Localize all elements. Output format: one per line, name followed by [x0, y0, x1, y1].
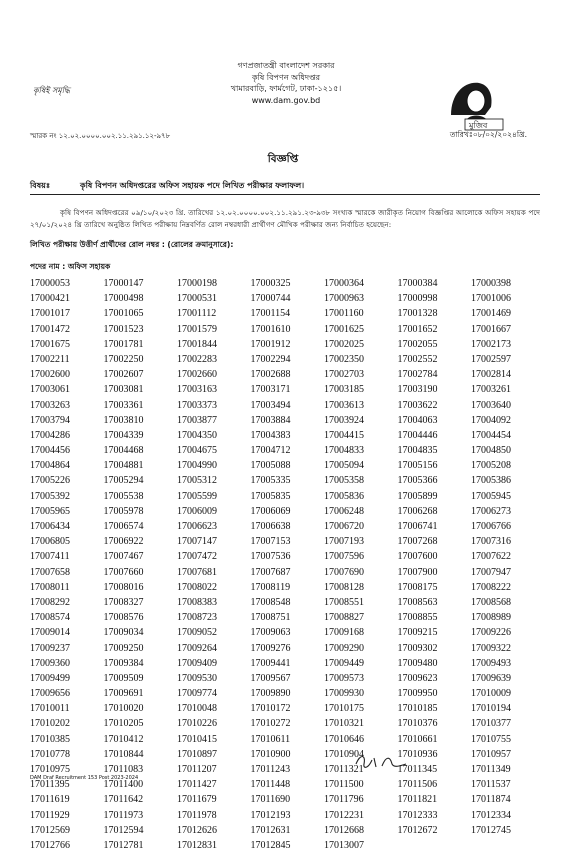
roll-number: 17005899: [397, 490, 438, 502]
roll-number: 17000998: [397, 293, 438, 305]
roll-number: 17009276: [250, 642, 291, 654]
roll-number: 17008576: [103, 612, 144, 624]
roll-number: 17008383: [177, 596, 217, 608]
roll-number: 17001844: [177, 338, 217, 350]
roll-number: 17009322: [471, 642, 511, 654]
roll-number: 17007268: [397, 536, 438, 548]
roll-number: 17001523: [103, 323, 144, 335]
footer-reference: DAM Draf Recruitment 153 Post 2023-2024: [30, 775, 139, 781]
roll-number: 17010172: [250, 703, 291, 715]
roll-number: 17000963: [324, 293, 364, 305]
motto-text: কৃষিই সমৃদ্ধি: [33, 86, 70, 95]
roll-number: 17010226: [177, 718, 217, 730]
roll-number: 17002350: [324, 353, 364, 365]
roll-number: 17012626: [177, 824, 217, 836]
roll-number: 17010904: [324, 748, 364, 760]
roll-number: 17002660: [177, 369, 217, 381]
roll-number: 17010975: [30, 764, 70, 775]
roll-number: 17006069: [250, 505, 291, 517]
roll-number: 17009034: [103, 627, 144, 639]
roll-number: 17003640: [471, 399, 511, 411]
roll-number: 17005226: [30, 475, 70, 487]
roll-number: 17005088: [250, 460, 291, 472]
roll-number: 17010900: [250, 748, 291, 760]
roll-number: 17009237: [30, 642, 70, 654]
roll-number: 17007472: [177, 551, 217, 563]
roll-number: 17006009: [177, 505, 217, 517]
roll-number: 17002784: [397, 369, 438, 381]
roll-number: 17011796: [324, 794, 364, 806]
roll-number: 17005599: [177, 490, 217, 502]
roll-number: 17005392: [30, 490, 70, 502]
roll-number: 17007687: [250, 566, 291, 578]
roll-number: 17011506: [397, 779, 438, 791]
roll-number-grid: [30, 278, 545, 855]
roll-number: 17009063: [250, 627, 291, 639]
roll-number: 17011690: [250, 794, 291, 806]
roll-number: 17011448: [250, 779, 291, 791]
roll-number: 17000421: [30, 293, 70, 305]
memo-number: স্মারক নং ১২.০২.০০০০.০০২.১১.২৯১.১২-৯৭৮: [30, 132, 171, 140]
government-header: [186, 60, 386, 106]
roll-number: 17009950: [397, 688, 438, 700]
roll-number: 17012845: [250, 839, 291, 851]
roll-number: 17006741: [397, 521, 438, 532]
roll-number: 17001017: [30, 308, 70, 320]
roll-number: 17011321: [324, 764, 364, 775]
roll-number: 17008128: [324, 581, 364, 593]
roll-number: 17012193: [250, 809, 291, 821]
logo-text: মুজিব: [469, 121, 488, 130]
roll-number: 17008548: [250, 596, 291, 608]
roll-number: 17011083: [103, 764, 144, 775]
roll-number: 17011345: [397, 764, 438, 775]
roll-number: 17002552: [397, 353, 438, 365]
roll-number: 17004456: [30, 445, 70, 457]
roll-number: 17004990: [177, 460, 217, 472]
portrait-icon: [451, 83, 492, 123]
roll-number: 17001912: [250, 338, 291, 350]
roll-number: 17010377: [471, 718, 511, 730]
roll-number: 17012831: [177, 839, 217, 851]
gov-line-2: কৃষি বিপণন অধিদপ্তর: [251, 72, 321, 82]
roll-number: 17006248: [324, 505, 364, 517]
roll-number: 17004835: [397, 445, 438, 457]
roll-number: 17001472: [30, 323, 70, 335]
roll-number: 17009890: [250, 688, 291, 700]
roll-number: 17005312: [177, 475, 217, 487]
subject-text: কৃষি বিপণন অধিদপ্তরের অফিস সহায়ক পদে লিখিত পরীক্ষার ফলাফল।: [80, 181, 305, 190]
roll-number: 17008551: [324, 596, 364, 608]
roll-number: 17012569: [30, 824, 70, 836]
roll-number: 17009774: [177, 688, 217, 700]
roll-number: 17008022: [177, 581, 217, 593]
roll-number: 17005208: [471, 460, 511, 472]
roll-number: 17001154: [250, 308, 291, 320]
roll-number: 17009168: [324, 627, 364, 639]
roll-number: 17010194: [471, 703, 511, 715]
roll-number: 17007193: [324, 536, 364, 548]
notice-title: বিজ্ঞপ্তি: [267, 153, 299, 165]
roll-number: 17008563: [397, 596, 438, 608]
roll-number: 17002600: [30, 369, 70, 381]
roll-number: 17009493: [471, 657, 511, 669]
roll-number: 17009623: [397, 672, 438, 684]
subject-line: [30, 180, 540, 193]
roll-number: 17012631: [250, 824, 291, 836]
roll-number: 17008292: [30, 596, 70, 608]
gov-line-3: খামারবাড়ি, ফার্মগেট, ঢাকা-১২১৫।: [230, 84, 342, 93]
roll-number: 17000198: [177, 278, 217, 289]
roll-number: 17010755: [471, 733, 511, 745]
roll-number: 17007411: [30, 551, 70, 563]
roll-number: 17003361: [103, 399, 144, 411]
roll-number: 17004454: [471, 429, 511, 441]
roll-number: 17002597: [471, 353, 511, 365]
roll-number: 17000364: [324, 278, 364, 289]
roll-number: 17010202: [30, 718, 70, 730]
roll-number: 17003622: [397, 399, 438, 411]
post-name: পদের নাম : অফিস সহায়ক: [30, 262, 111, 271]
roll-number: 17009656: [30, 688, 70, 700]
signature-icon: [352, 752, 412, 772]
roll-number: 17009480: [397, 657, 438, 669]
roll-number: 17003613: [324, 399, 364, 411]
roll-number: 17012231: [324, 809, 364, 821]
roll-number: 17011978: [177, 809, 217, 821]
roll-number: 17008011: [30, 581, 70, 593]
roll-number: 17006268: [397, 505, 438, 517]
roll-number: 17002814: [471, 369, 511, 381]
roll-number: 17003081: [103, 384, 144, 396]
roll-number: 17006434: [30, 521, 70, 532]
roll-number: 17006805: [30, 536, 70, 548]
roll-number: 17003061: [30, 384, 70, 396]
roll-number: 17002688: [250, 369, 291, 381]
roll-number: 17009509: [103, 672, 144, 684]
roll-number: 17003794: [30, 414, 70, 426]
roll-number: 17008574: [30, 612, 70, 624]
roll-number: 17002294: [250, 353, 291, 365]
roll-number: 17004881: [103, 460, 144, 472]
roll-number: 17007316: [471, 536, 511, 548]
roll-number: 17004850: [471, 445, 511, 457]
roll-number: 17005836: [324, 490, 364, 502]
roll-number: 17010385: [30, 733, 70, 745]
roll-number: 17009215: [397, 627, 438, 639]
roll-number: 17007622: [471, 551, 511, 563]
roll-number: 17007600: [397, 551, 438, 563]
roll-number: 17004712: [250, 445, 291, 457]
roll-number: 17001112: [177, 308, 217, 320]
roll-number: 17008119: [250, 581, 291, 593]
roll-number: 17009360: [30, 657, 70, 669]
roll-number: 17003261: [471, 384, 511, 396]
roll-number: 17010048: [177, 703, 217, 715]
roll-number: 17008222: [471, 581, 511, 593]
roll-number: 17006638: [250, 521, 291, 532]
roll-number: 17001625: [324, 323, 364, 335]
roll-number: 17011395: [30, 779, 70, 791]
roll-number: 17004833: [324, 445, 364, 457]
roll-number: 17002055: [397, 338, 438, 350]
roll-number: 17000384: [397, 278, 438, 289]
roll-number: 17011243: [250, 764, 291, 775]
roll-number: 17001065: [103, 308, 144, 320]
roll-number: 17011427: [177, 779, 217, 791]
roll-number: 17010205: [103, 718, 144, 730]
subject-label: বিষয়ঃ: [30, 181, 51, 190]
roll-number: 17001667: [471, 323, 511, 335]
roll-number: 17007681: [177, 566, 217, 578]
roll-number: 17003877: [177, 414, 217, 426]
roll-number: 17004415: [324, 429, 364, 441]
roll-number: 17001610: [250, 323, 291, 335]
roll-number: 17011400: [103, 779, 144, 791]
roll-number: 17003163: [177, 384, 217, 396]
roll-number: 17008175: [397, 581, 438, 593]
roll-number: 17003884: [250, 414, 291, 426]
roll-number: 17009567: [250, 672, 291, 684]
roll-number: 17003190: [397, 384, 438, 396]
issue-date: তারিখঃ০৮/০২/২০২৪খ্রি.: [449, 130, 527, 139]
roll-number: 17009499: [30, 672, 70, 684]
gov-line-1: গণপ্রজাতন্ত্রী বাংলাদেশ সরকার: [237, 61, 335, 70]
roll-number: 17010185: [397, 703, 438, 715]
subject-divider: [30, 194, 540, 195]
roll-number: 17009409: [177, 657, 217, 669]
roll-number: 17010376: [397, 718, 438, 730]
roll-number: 17010646: [324, 733, 364, 745]
roll-number: 17011537: [471, 779, 511, 791]
roll-number: 17010415: [177, 733, 217, 745]
roll-number: 17002173: [471, 338, 511, 350]
roll-number: 17003924: [324, 414, 364, 426]
roll-number: 17003171: [250, 384, 291, 396]
roll-number: 17003263: [30, 399, 70, 411]
roll-number: 17010412: [103, 733, 144, 745]
roll-number: 17007690: [324, 566, 364, 578]
roll-number: 17001781: [103, 338, 144, 350]
roll-number: 17004864: [30, 460, 70, 472]
roll-number: 17004286: [30, 429, 70, 441]
roll-number: 17012333: [397, 809, 438, 821]
roll-number: 17004339: [103, 429, 144, 441]
roll-number: 17004383: [250, 429, 291, 441]
roll-number: 17010661: [397, 733, 438, 745]
roll-number: 17000744: [250, 293, 291, 305]
roll-number: 17002703: [324, 369, 364, 381]
roll-number: 17011821: [397, 794, 438, 806]
roll-number: 17009264: [177, 642, 217, 654]
roll-number: 17005366: [397, 475, 438, 487]
roll-number: 17010778: [30, 748, 70, 760]
notice-body: কৃষি বিপণন অধিদপ্তরের ০৯/১০/২০২৩ খ্রি. তারিখের ১২.০২.০০০০.০০২.১১.২৯১.২৩-৯৩৮ সংখ্যক স্মারকে জারীকৃত নিয়োগ বিজ্ঞপ্তির আলোকে অফিস সহায়ক পদে ২৭/০১/২০২৪ খ্রি তারিখে অনুষ্ঠিত লিখিত পরীক্ষায় নিম্নবর্ণিত রোল নম্বরধারী প্রার্থীগণ মৌখিক পরীক্ষার জন্য নির্বাচিত হয়েছেন:: [30, 208, 540, 229]
roll-number: 17009530: [177, 672, 217, 684]
roll-number: 17009290: [324, 642, 364, 654]
roll-number: 17003185: [324, 384, 364, 396]
roll-number: 17000398: [471, 278, 511, 289]
roll-number: 17006766: [471, 521, 511, 532]
roll-number: 17006574: [103, 521, 144, 532]
roll-number: 17008989: [471, 612, 511, 624]
roll-number: 17005835: [250, 490, 291, 502]
roll-number: 17010175: [324, 703, 364, 715]
roll-number: 17008327: [103, 596, 144, 608]
roll-number: 17011973: [103, 809, 144, 821]
roll-number: 17013007: [324, 839, 364, 851]
roll-number: 17010936: [397, 748, 438, 760]
roll-number: 17000531: [177, 293, 217, 305]
roll-number: 17003810: [103, 414, 144, 426]
roll-number: 17011679: [177, 794, 217, 806]
roll-number: 17012594: [103, 824, 144, 836]
roll-number: 17001469: [471, 308, 511, 320]
roll-number: 17009302: [397, 642, 438, 654]
roll-number: 17010020: [103, 703, 144, 715]
roll-number: 17005978: [103, 505, 144, 517]
roll-number: 17007900: [397, 566, 438, 578]
roll-number: 17008827: [324, 612, 364, 624]
roll-number: 17005965: [30, 505, 70, 517]
roll-number: 17004092: [471, 414, 511, 426]
roll-number: 17009449: [324, 657, 364, 669]
roll-number: 17001328: [397, 308, 438, 320]
roll-number: 17010272: [250, 718, 291, 730]
website-link[interactable]: www.dam.gov.bd: [251, 95, 321, 105]
roll-number: 17005945: [471, 490, 511, 502]
roll-number: 17001675: [30, 338, 70, 350]
roll-number: 17009052: [177, 627, 217, 639]
roll-number: 17006922: [103, 536, 144, 548]
roll-number: 17011642: [103, 794, 144, 806]
roll-number: 17000053: [30, 278, 70, 289]
roll-number: 17001006: [471, 293, 511, 305]
roll-number: 17011349: [471, 764, 511, 775]
roll-number: 17012745: [471, 824, 511, 836]
mujib-centenary-logo: [445, 75, 511, 131]
roll-number: 17007536: [250, 551, 291, 563]
roll-number: 17009691: [103, 688, 144, 700]
roll-number: 17008016: [103, 581, 144, 593]
roll-number: 17007947: [471, 566, 511, 578]
roll-number: 17000325: [250, 278, 291, 289]
roll-number: 17002607: [103, 369, 144, 381]
roll-number: 17003494: [250, 399, 291, 411]
roll-number: 17005386: [471, 475, 511, 487]
roll-number: 17000147: [103, 278, 144, 289]
roll-number: 17010011: [30, 703, 70, 715]
roll-number: 17002283: [177, 353, 217, 365]
roll-number: 17012668: [324, 824, 364, 836]
roll-number: 17011874: [471, 794, 511, 806]
roll-number: 17010844: [103, 748, 144, 760]
roll-number: 17010611: [250, 733, 291, 745]
roll-number: 17001160: [324, 308, 364, 320]
roll-number: 17006623: [177, 521, 217, 532]
roll-number: 17010009: [471, 688, 511, 700]
roll-number: 17008855: [397, 612, 438, 624]
roll-number: 17005538: [103, 490, 144, 502]
roll-number: 17008723: [177, 612, 217, 624]
roll-number: 17010957: [471, 748, 511, 760]
roll-number: 17004350: [177, 429, 217, 441]
roll-number: 17009639: [471, 672, 511, 684]
roll-number: 17004675: [177, 445, 217, 457]
roll-number: 17010321: [324, 718, 364, 730]
roll-number: 17009226: [471, 627, 511, 639]
roll-number: 17011207: [177, 764, 217, 775]
roll-number: 17001652: [397, 323, 438, 335]
roll-number: 17012672: [397, 824, 438, 836]
roll-number: 17012766: [30, 839, 70, 851]
roll-number: 17007596: [324, 551, 364, 563]
roll-number: 17008751: [250, 612, 291, 624]
roll-list-title: লিখিত পরীক্ষায় উত্তীর্ণ প্রার্থীদের রোল নম্বর : (রোলের ক্রমানুসারে):: [30, 240, 234, 249]
roll-number: 17001579: [177, 323, 217, 335]
roll-number: 17012781: [103, 839, 144, 851]
roll-number: 17005156: [397, 460, 438, 472]
roll-number: 17006273: [471, 505, 511, 517]
roll-number: 17009930: [324, 688, 364, 700]
roll-number: 17011929: [30, 809, 70, 821]
roll-number: 17005294: [103, 475, 144, 487]
roll-number: 17007153: [250, 536, 291, 548]
roll-number: 17002211: [30, 353, 70, 365]
roll-number: 17007660: [103, 566, 144, 578]
roll-number: 17005358: [324, 475, 364, 487]
roll-number: 17010897: [177, 748, 217, 760]
roll-number: 17005335: [250, 475, 291, 487]
roll-number: 17006720: [324, 521, 364, 532]
roll-number: 17009441: [250, 657, 291, 669]
roll-number: 17004468: [103, 445, 144, 457]
roll-number: 17004063: [397, 414, 438, 426]
roll-number: 17007658: [30, 566, 70, 578]
roll-number: 17009384: [103, 657, 144, 669]
roll-number: 17009250: [103, 642, 144, 654]
roll-number: 17002250: [103, 353, 144, 365]
roll-number: 17009014: [30, 627, 70, 639]
roll-number: 17000498: [103, 293, 144, 305]
roll-number: 17011500: [324, 779, 364, 791]
roll-number: 17003373: [177, 399, 217, 411]
roll-number: 17005094: [324, 460, 364, 472]
roll-number: 17012334: [471, 809, 511, 821]
roll-number: 17002025: [324, 338, 364, 350]
roll-number: 17004446: [397, 429, 438, 441]
roll-number: 17009573: [324, 672, 364, 684]
roll-number: 17011619: [30, 794, 70, 806]
roll-number: 17007147: [177, 536, 217, 548]
roll-number: 17007467: [103, 551, 144, 563]
roll-number: 17008568: [471, 596, 511, 608]
